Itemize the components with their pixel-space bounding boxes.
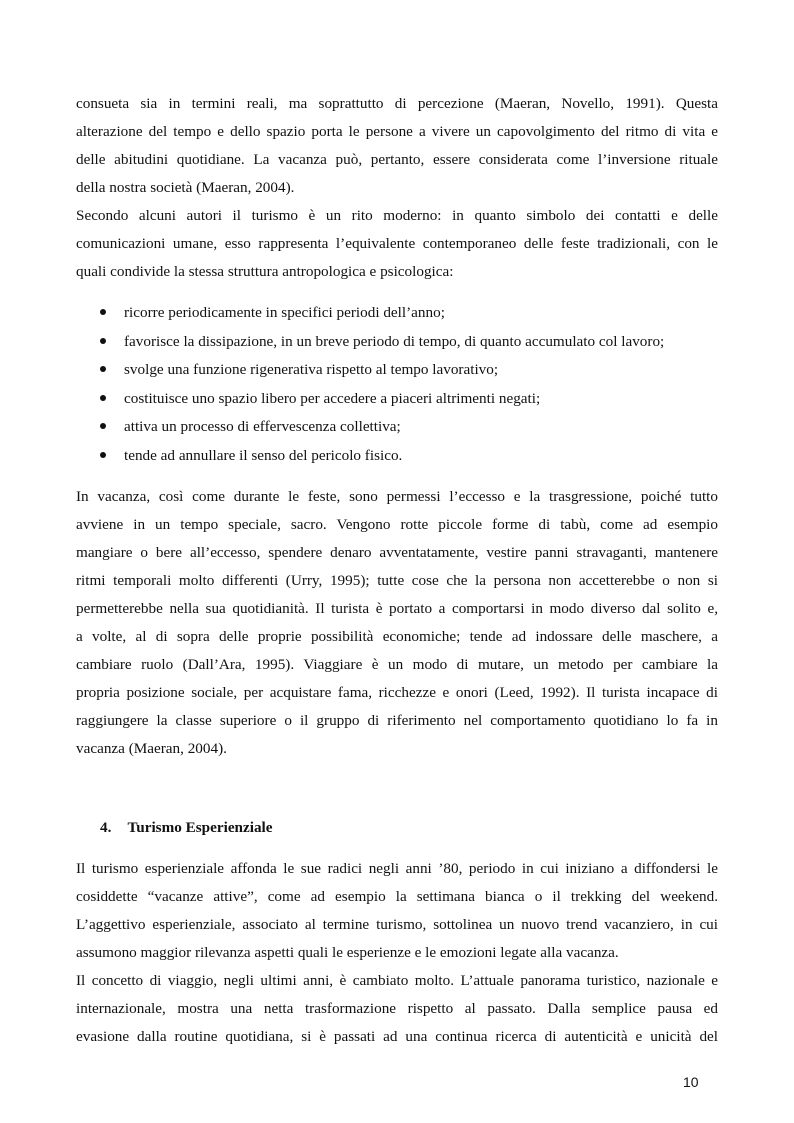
bullet-icon — [100, 309, 106, 315]
text-line: avviene in un tempo speciale, sacro. Vengono rotte piccole forme di tabù, come ad esempio — [76, 516, 718, 533]
list-item — [100, 356, 720, 385]
paragraph-3 — [76, 483, 718, 763]
text-line: cambiare ruolo (Dall’Ara, 1995). Viaggiare è un modo di mutare, un metodo per cambiare la — [76, 656, 718, 673]
text-line: cosiddette “vacanze attive”, come ad esempio la settimana bianca o il trekking del weekend. — [76, 888, 718, 905]
text-line: consueta sia in termini reali, ma soprattutto di percezione (Maeran, Novello, 1991). Questa — [76, 95, 718, 112]
paragraph-2 — [76, 202, 718, 286]
text-line: propria posizione sociale, per acquistare fama, ricchezze e onori (Leed, 1992). Il turista incapace di — [76, 684, 718, 701]
section-heading — [100, 814, 273, 842]
text-line: ritmi temporali molto differenti (Urry, 1995); tutte cose che la persona non accetterebbe o non si — [76, 572, 718, 589]
paragraph-1 — [76, 90, 718, 202]
text-line: permetterebbe nella sua quotidianità. Il turista è portato a comportarsi in modo diverso dal solito e, — [76, 600, 718, 617]
list-item-text: svolge una funzione rigenerativa rispetto al tempo lavorativo; — [124, 361, 499, 379]
list-item-text: favorisce la dissipazione, in un breve periodo di tempo, di quanto accumulato col lavoro; — [124, 332, 665, 350]
text-line: Il turismo esperienziale affonda le sue radici negli anni ’80, periodo in cui iniziano a diffondersi le — [76, 860, 718, 877]
text-line: In vacanza, così come durante le feste, sono permessi l’eccesso e la trasgressione, poiché tutto — [76, 488, 718, 505]
bullet-icon — [100, 452, 106, 458]
list-item — [100, 299, 720, 328]
text-line: raggiungere la classe superiore o il gruppo di riferimento nel comportamento quotidiano lo fa in — [76, 712, 718, 729]
text-line: delle abitudini quotidiane. La vacanza può, pertanto, essere considerata come l’inversione rituale — [76, 151, 718, 168]
text-line: a volte, al di sopra delle proprie possibilità economiche; tende ad indossare delle maschere, a — [76, 628, 718, 645]
bullet-icon — [100, 395, 106, 401]
section-number: 4. — [100, 819, 112, 836]
paragraph-4 — [76, 855, 718, 967]
text-line: della nostra società (Maeran, 2004). — [76, 179, 295, 196]
list-item-text: ricorre periodicamente in specifici periodi dell’anno; — [124, 304, 445, 321]
list-item — [100, 328, 720, 357]
section-title: Turismo Esperienziale — [127, 819, 273, 836]
text-line: internazionale, mostra una netta trasformazione rispetto al passato. Dalla semplice pausa ed — [76, 1000, 718, 1017]
list-item-text: costituisce uno spazio libero per accedere a piaceri altrimenti negati; — [124, 389, 541, 407]
list-item-text: tende ad annullare il senso del pericolo fisico. — [124, 446, 403, 464]
text-line: Il concetto di viaggio, negli ultimi anni, è cambiato molto. L’attuale panorama turistico, nazionale e — [76, 972, 718, 989]
bullet-icon — [100, 338, 106, 344]
list-item-text: attiva un processo di effervescenza collettiva; — [124, 418, 401, 436]
bullet-icon — [100, 366, 106, 372]
text-line: mangiare o bere all’eccesso, spendere denaro avventatamente, vestire panni stravaganti, mantenere — [76, 544, 718, 561]
page-number: 10 — [683, 1074, 699, 1090]
bullet-icon — [100, 423, 106, 429]
text-line: comunicazioni umane, esso rappresenta l’equivalente contemporaneo delle feste tradizionali, con le — [76, 235, 718, 252]
text-line: assumono maggior rilevanza aspetti quali le esperienze e le emozioni legate alla vacanza. — [76, 944, 619, 961]
text-line: L’aggettivo esperienziale, associato al termine turismo, sottolinea un nuovo trend vacanziero, in cui — [76, 916, 718, 933]
text-line: vacanza (Maeran, 2004). — [76, 740, 227, 757]
text-line: Secondo alcuni autori il turismo è un rito moderno: in quanto simbolo dei contatti e delle — [76, 207, 718, 224]
bullet-list — [100, 299, 720, 471]
paragraph-5 — [76, 967, 718, 1051]
text-line: quali condivide la stessa struttura antropologica e psicologica: — [76, 263, 454, 280]
text-line: alterazione del tempo e dello spazio porta le persone a vivere un capovolgimento del ritmo di vita e — [76, 123, 718, 140]
list-item — [100, 385, 720, 414]
list-item — [100, 442, 720, 471]
list-item — [100, 413, 720, 442]
text-line: evasione dalla routine quotidiana, si è passati ad una continua ricerca di autenticità e unicità del — [76, 1028, 718, 1045]
